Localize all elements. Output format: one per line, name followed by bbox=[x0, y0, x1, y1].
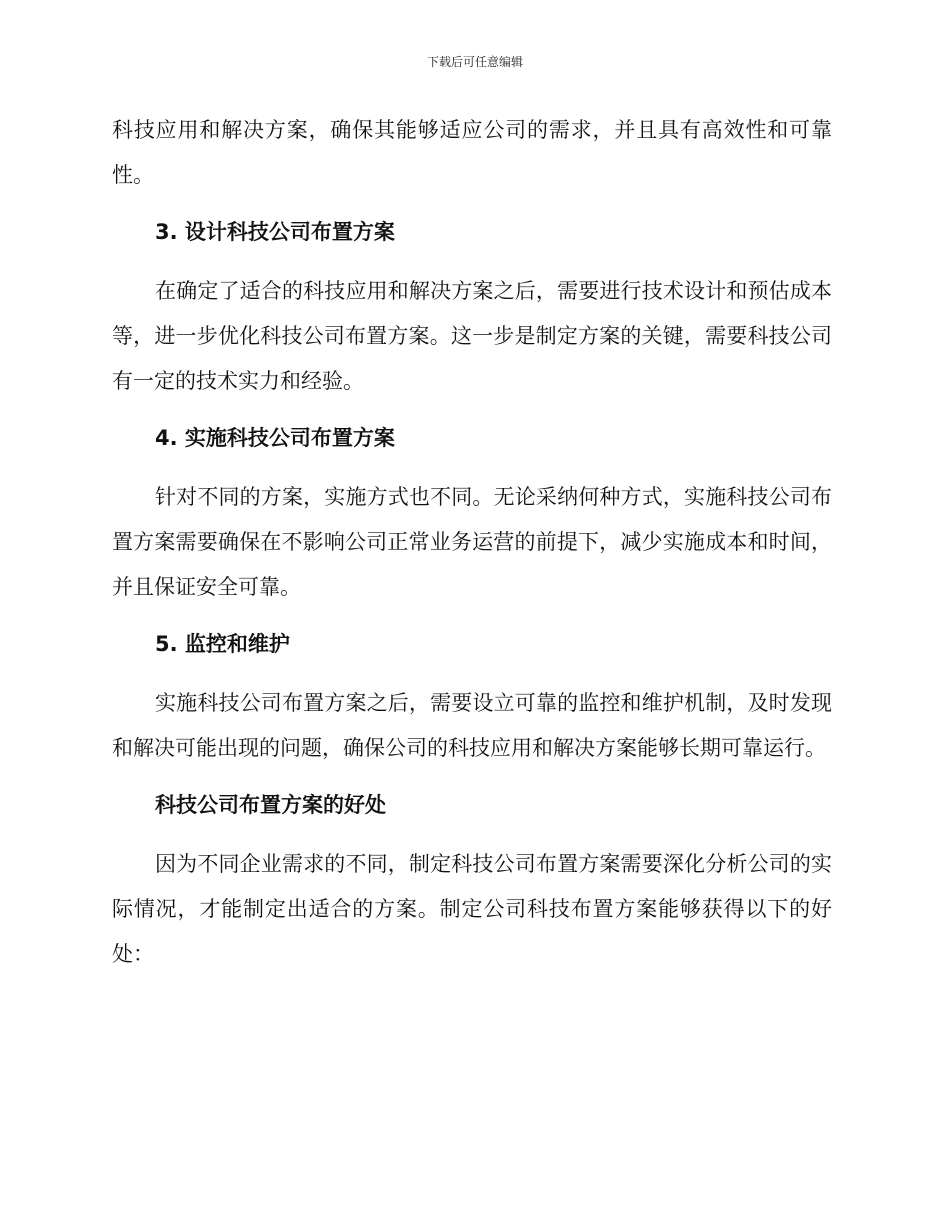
paragraph-section-4: 针对不同的方案，实施方式也不同。无论采纳何种方式，实施科技公司布置方案需要确保在不影响公司正常业务运营的前提下，减少实施成本和时间，并且保证安全可靠。 bbox=[112, 485, 832, 599]
page-header: 下载后可任意编辑 bbox=[426, 55, 523, 69]
document-body bbox=[112, 108, 832, 977]
section-heading-4: 4. 实施科技公司布置方案 bbox=[155, 426, 395, 450]
paragraph-benefits: 因为不同企业需求的不同，制定科技公司布置方案需要深化分析公司的实际情况，才能制定出适合的方案。制定公司科技布置方案能够获得以下的好处： bbox=[112, 852, 832, 966]
paragraph-section-5: 实施科技公司布置方案之后，需要设立可靠的监控和维护机制，及时发现和解决可能出现的问题，确保公司的科技应用和解决方案能够长期可靠运行。 bbox=[112, 691, 832, 760]
section-heading-3: 3. 设计科技公司布置方案 bbox=[155, 220, 395, 244]
paragraph-continuation: 科技应用和解决方案，确保其能够适应公司的需求，并且具有高效性和可靠性。 bbox=[112, 118, 832, 187]
section-heading-5: 5. 监控和维护 bbox=[155, 632, 290, 656]
paragraph-section-3: 在确定了适合的科技应用和解决方案之后，需要进行技术设计和预估成本等，进一步优化科技公司布置方案。这一步是制定方案的关键，需要科技公司有一定的技术实力和经验。 bbox=[112, 279, 832, 393]
section-heading-benefits: 科技公司布置方案的好处 bbox=[155, 793, 386, 817]
